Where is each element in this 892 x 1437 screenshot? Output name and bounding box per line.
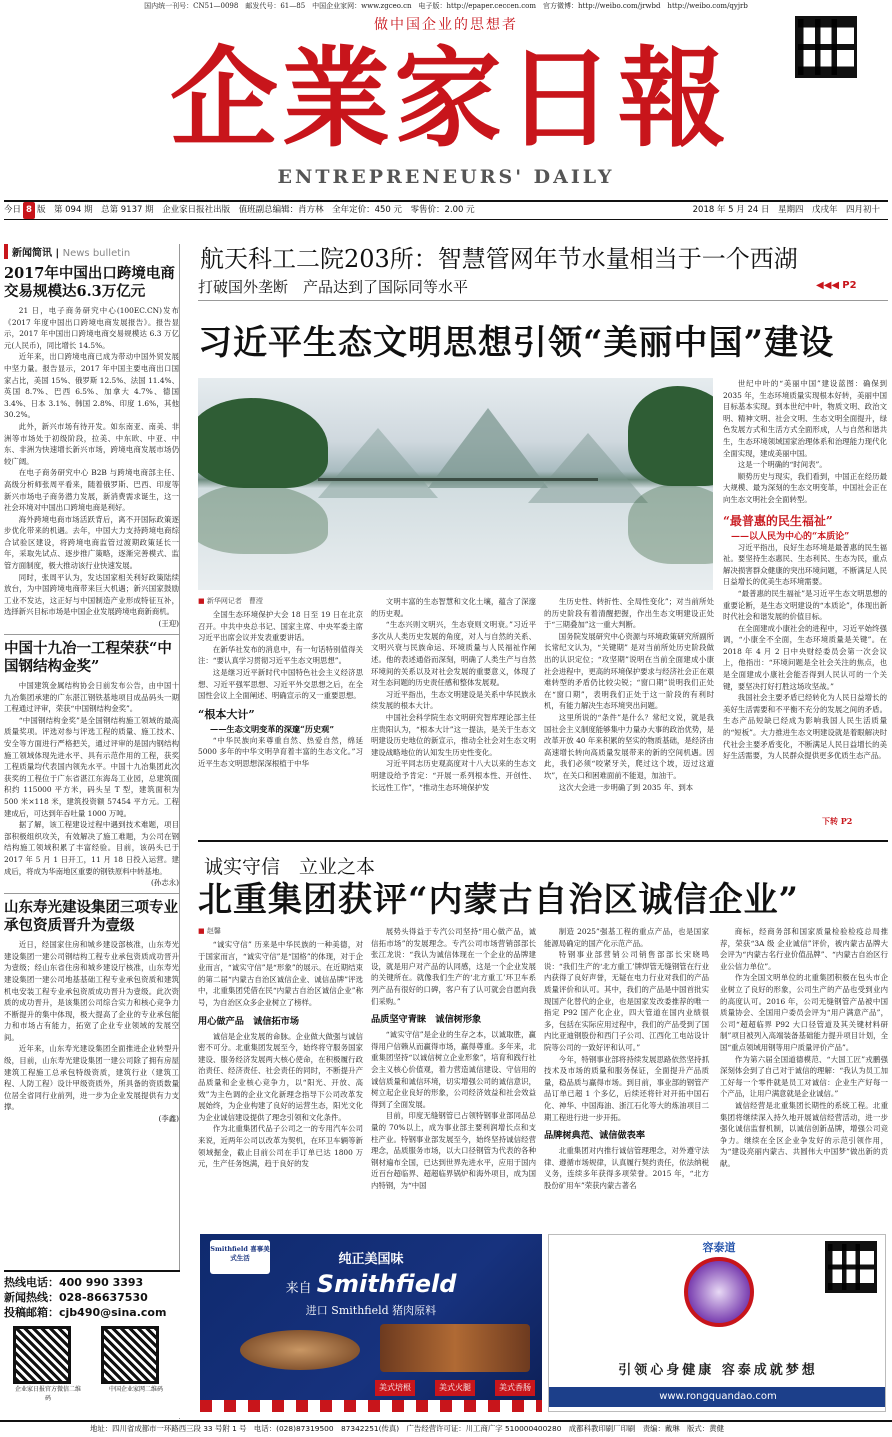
lotus-logo-icon [684, 1257, 754, 1327]
article-paragraph: 展势头得益于专汽公司坚持“用心做产品，诚信拓市场”的发展理念。专汽公司市场营销部部长张江龙说：“我认为诚信体现在一个企业的品牌建设，就是用户对产品的认同感，这是一个企业发展的关键所在。就像我们生产的‘北方重工’环卫车系列产品有很好的口碑，客户有了认可就会自愿向我们采购。” [371, 927, 536, 1006]
hotline: 热线电话：400 990 3393 [4, 1276, 144, 1289]
reflection-shape [628, 484, 713, 564]
byline-name: 赵馨 [206, 927, 221, 935]
qr-code-icon [101, 1326, 159, 1384]
bulletin-1-paragraph: 同时，张周平认为，发达国家相关利好政策陆续放台，为中国跨境电商带来巨大机遇；新兴国家鼓励工业不发达，这正好与中国制造产业形成特征互补，选择新兴目标市场是中国企业发展跨境电商新商机。 [4, 572, 179, 617]
byline [198, 926, 363, 936]
divider [4, 634, 179, 635]
tree-shape [198, 398, 328, 488]
bulletin-1-paragraph: 在电子商务研究中心 B2B 与跨境电商部主任、高级分析师张周平看来，随着俄罗斯、巴西、印度等新兴市场电子商务潜力发展，新消费需求诞生，这一社会环境对中国出口跨境电商是利好。 [4, 468, 179, 513]
issue-details: 版 第 094 期 总第 9137 期 企业家日报社出版 值班副总编辑：肖方林 全年定价：450 元 零售价：2.00 元 [36, 205, 475, 215]
page-number: 8 [23, 202, 35, 219]
tree-shape [628, 386, 713, 486]
top-info-strip: 国内统一刊号：CN51—0098 邮发代号：61—85 中国企业家网：www.zgceo.cn 电子版：http://epaper.ceccen.com 官方微博：http://weibo.com/jrwbd http://weibo.com/qyjrb [144, 2, 748, 10]
article-paragraph: “生态兴则文明兴，生态衰则文明衰。”习近平多次从人类历史发展的角度，对人与自然的关系、文明兴衰与民族命运、环境质量与人民福祉作阐述。他的表述通俗而深刻，明确了人类生产与自然环境间的关系以及对社会发展的重要意义，体现了对生态问题的历史责任感和整体发展观。 [371, 620, 536, 688]
lead-jump [816, 280, 857, 291]
news-bulletin-column [4, 244, 180, 1419]
continued-note [820, 816, 852, 827]
contact-box [4, 1270, 180, 1418]
article-paragraph: 中国社会科学院生态文明研究智库理论部主任庄贵阳认为，“根本大计”这一提法，是关于生态文明建设历史地位的新宣示，推动全社会对生态文明建设战略地位的认知发生历史性变化。 [371, 712, 536, 757]
divider [198, 840, 888, 842]
article-paragraph: 这里所说的“条件”是什么？常纪文说，就是我国社会主义制度能够集中力量办大事的政治优势，是改革开放 40 年来积累的坚实的物质基础，是经济由高速增长转向高质量发展带来的新的空间机遇。因此，我们必须“咬紧牙关，爬过这个坡，迈过这道坎”，在关口和困难面前不能退，加油干。 [544, 712, 714, 780]
product-package-image [380, 1324, 530, 1372]
article-paragraph: 在新华社发布的消息中，有一句话特别值得关注：“要认真学习贯彻习近平生态文明思想”。 [198, 644, 363, 666]
article-paragraph: 作为第六届全国道德模范、“大国工匠”戎鹏强深刻体会到了自己对于诚信的理解：“我认为员工加工好每一个零件就是员工对诚信：企业生产好每一个产品，让用户满意就是企业诚信。” [720, 1054, 888, 1099]
ad-line2 [200, 1270, 542, 1298]
article-paragraph: 习近平指出，良好生态环境是最普惠的民生福祉。要坚持生态惠民、生态利民、生态为民，重点解决损害群众健康的突出环境问题，不断满足人民日益增长的优美生态环境需要。 [723, 542, 887, 587]
flag-stripes [200, 1400, 542, 1412]
qr-codes [4, 1326, 180, 1402]
article-paragraph: 目前，印度无缝钢管已占领特钢事业部同品总量的 70%以上，成为事业部主要利润增长点和支柱产业。特钢事业部发展至今，始终坚持诚信经营理念，品质服务市场，以大口径钢管为代表的各种钢材遍布全国，已达到世界先进水平，应用于国内近百台超临界、超超临界锅炉和海外项目，成为国内特钢，为“中国 [371, 1111, 536, 1190]
ad2-slogan: 引领心身健康 容泰成就梦想 [618, 1363, 818, 1378]
byline-mark: ■ [198, 597, 205, 605]
lead-jump-page: P2 [842, 280, 857, 291]
mountain-shape [318, 428, 438, 498]
ad-line3: 进口 Smithfield 猪肉原料 [305, 1304, 437, 1317]
qr-label: 中国企业家网二维码 [108, 1386, 163, 1393]
main-article-columns [198, 596, 718, 831]
byline-name: 曹滢 [248, 597, 263, 605]
issue-date: 2018 年 5 月 24 日 星期四 戊戌年 四月初十 [692, 205, 880, 215]
ad-tag: 美式火腿 [435, 1380, 475, 1396]
article-paragraph: 国务院发展研究中心资源与环境政策研究所副所长常纪文认为，“关键期” 是对当前所处历史阶段做出的认识定位；“攻坚期”说明在当前全面建成小康社会进程中，更高的环境保护要求与经济社会正在艰难转型的矛盾仍比较尖锐；“窗口期”说明我们正处在“窗口期”，表明我们正处于这一阶段的有利时机，有能力解决生态环境突出问题。 [544, 631, 714, 711]
ad2-url[interactable]: www.rongquandao.com [549, 1387, 886, 1407]
section-label-en: News bulletin [62, 248, 131, 259]
article-paragraph: 北重集团对内推行诚信管理理念，对外遵守法律、遵循市场规律，认真履行契约责任，依法纳税义务，连续多年获得多项荣誉。2015 年，“北方股份矿用车”荣获内蒙古著名 [544, 1146, 709, 1190]
article-paragraph: 这是一个明确的“时间表”。 [737, 460, 827, 470]
article-paragraph: 习近平指出，生态文明建设是关系中华民族永续发展的根本大计。 [371, 689, 536, 711]
article-paragraph: 生历史性、转折性、全局性变化”；对当前所处的历史阶段有着清醒把握，作出生态文明建设正处于“三期叠加”这一重大判断。 [544, 597, 714, 630]
article-paragraph: “诚实守信”是企业的生存之本，以诚取胜，赢得用户信赖从而赢得市场，赢得尊重。多年来，北重集团坚持“以诚信树立企业形象”，培育和践行社会主义核心价值观，着力营造诚信建设、守信用的诚信质量和诚信环境，切实增强公司的诚信意识，树立起企业良好的形象，公司经济效益和社会效益得到了全面发展。 [371, 1030, 536, 1109]
divider [198, 300, 888, 301]
article-paragraph: 这次大会进一步明确了到 2035 年、到本 [558, 782, 694, 792]
article-paragraph: 文明丰富的生态智慧和文化土壤，蕴含了深邃的历史观。 [371, 597, 536, 618]
article-paragraph: 制造 2025”强基工程的重点产品，也是国家能源局确定的国产化示范产品。 [544, 927, 709, 948]
article-paragraph: 顺势历史与现实，我们看到，中国正在经历最大规模、最为深刻的生态文明变革，中国社会正在向生态文明社会全面转型。 [723, 471, 887, 504]
article-paragraph: 我国社会主要矛盾已经转化为人民日益增长的美好生活需要和不平衡不充分的发展之间的矛盾。生态产品短缺已经成为影响我国人民生活质量的“短板”。大力推进生态文明建设就是着眼解决时代社会主要矛盾变化，不断满足人民日益增长的美好生活需要，为人民群众提供更多优质生态产品。 [723, 693, 887, 761]
article-column [720, 926, 888, 1226]
qr-label: 企业家日报官方微信二维码 [14, 1386, 81, 1402]
qr-code-icon [13, 1326, 71, 1384]
article-subheading-line: ——生态文明变革的深邃“历史观” [210, 723, 335, 734]
bulletin-1-source: (王迎) [158, 619, 179, 629]
bulletin-2-paragraph: “中国钢结构金奖”是全国钢结构施工领域的最高质量奖项。评选对参与评选工程的质量、施工技术、安全等方面进行严格把关，通过评审的是国内钢结构施工领域体现先进水平、具有示范作用的工程，获奖工程质量均代表国内领先水平。中国十九冶集团此次获奖的工程位于广东省湛江东海岛工业园，总建筑面积约 115000 平方米，码头呈 T 型，建筑面积为 500 米×118 米，建筑投资额 57454 平方元。工程建成后，可达到年吞吐量 1000 万吨。 [4, 715, 179, 818]
bulletin-1-paragraph: 海外跨境电商市场活跃背后，离不开国际政策逐步优化带来的机遇。去年，中国大力支持跨境电商综合试验区建设，将跨境电商监管过渡期政策延长一年，采取先试点、逐步推广策略，逐渐完善模式、监管方面制度，极大推动该行业快速发展。 [4, 514, 179, 571]
article-paragraph: 世纪中叶的“美丽中国”建设蓝图：确保到 2035 年，生态环境质量实现根本好转，美丽中国目标基本实现。到本世纪中叶，物质文明、政治文明、精神文明、社会文明、生态文明全面提升，绿色发展方式和生活方式全面形成，人与自然和谐共生，生态环境领域国家治理体系和治理能力现代化全面实现，建成美丽中国。 [723, 379, 887, 458]
article-subheading: “最普惠的民生福祉” [723, 513, 833, 528]
bulletin-1-title: 2017年中国出口跨境电商交易规模达6.3万亿元 [4, 265, 175, 300]
divider [4, 893, 179, 894]
article-column [371, 926, 536, 1226]
ad-tag: 美式培根 [375, 1380, 415, 1396]
smithfield-ad[interactable] [200, 1234, 542, 1412]
lead-subheadline: 打破国外垄断 产品达到了国际同等水平 [198, 278, 469, 296]
article-subheading: 用心做产品 诚信拓市场 [198, 1015, 300, 1027]
article-paragraph: 商标，经商务部和国家质量检验检疫总局推荐，荣获“3A 级 企业诚信”评价，被内蒙古品牌大会评为“内蒙古名行业价值品牌”、“内蒙古自治区行业公信力单位”。 [720, 927, 888, 971]
bulletin-2-paragraph: 中国建筑金属结构协会日前发布公告，由中国十九冶集团承建的广东湛江钢铁基地项目成品码头一期工程通过评审，荣获“中国钢结构金奖”。 [4, 681, 179, 714]
second-kicker: 诚实守信 立业之本 [204, 856, 376, 878]
bulletin-2-source: (孙志永) [151, 878, 179, 888]
continued-label: 下转 P2 [822, 816, 853, 826]
news-phone: 新闻热线：028-86637530 [4, 1291, 148, 1304]
rongtaidao-ad[interactable] [548, 1234, 886, 1412]
article-subheading-line: ——以人民为中心的“本质论” [731, 531, 850, 542]
lead-headline: 航天科工二院203所：智慧管网年节水量相当于一个西湖 [200, 245, 798, 273]
bulletin-3-source: (李鑫) [158, 1114, 179, 1124]
article-paragraph: 诚信经营是北重集团长期性的系统工程。北重集团将继续深入持久地开展诚信经营活动，进一步强化诚信监督机制，以诚信创新品牌，增强公司竞争力。继续在全区企业争发好的示范引领作用，为“建设亮丽内蒙古、共圆伟大中国梦”做出新的贡献。 [720, 1100, 888, 1168]
article-paragraph: “诚实守信” 历来是中华民族的一种美德，对于国家而言，“诚实守信”是“国格”的体现，对于企业而言，“诚实守信”是“形象”的展示。在近期结束的第二届“内蒙古自治区诚信企业、诚信品牌”评选中，北重集团凭借在民“内蒙古自治区诚信企业”称号，为自治区众多企业树立了榜样。 [198, 940, 363, 1007]
article-column [371, 596, 536, 831]
bulletin-3-paragraph: 近日，经国家住房和城乡建设部核准，山东寿光建设集团一建公司钢结构工程专业承包资质成功晋升为壹级；经山东省住房和城乡建设厅核准，山东寿光建设集团一建公司地基基础工程专业承包资质和建筑机电安装工程专业承包资质成功晋升为壹级。此次资质的成功晋升，是该集团公司综合实力和核心竞争力不断提升的集中体现，极大提高了企业的专业承包能力和市场占有能力，拓宽了企业专业领域的发展空间。 [4, 940, 179, 1042]
article-paragraph: 在全面建成小康社会的进程中，习近平始终强调，“小康全不全面，生态环境质量是关键”。在 2018 年 4 月 2 日中央财经委员会第一次会议上，他指出：“环境问题是全社会关注的焦点，也是全面建成小康社会能否得到人民认可的一个关键，要坚决打好打胜这场攻坚战。” [723, 623, 887, 691]
reflection-shape [198, 484, 328, 554]
article-column [198, 596, 363, 831]
masthead-english: ENTREPRENEURS' DAILY [277, 166, 615, 188]
article-subheading: “根本大计” [198, 707, 255, 721]
ad-line1: 纯正美国味 [338, 1252, 404, 1267]
ad-badge: Smithfield 喜事美式生活 [210, 1240, 270, 1274]
bridge-shape [318, 478, 598, 481]
byline-tag: 新华网记者 [206, 597, 242, 605]
second-headline: 北重集团获评“内蒙古自治区诚信企业” [198, 880, 800, 920]
ad-brand: Smithfield [316, 1270, 457, 1298]
today-label: 今日 [4, 205, 22, 215]
article-paragraph: 全国生态环境保护大会 18 日至 19 日在北京召开。中共中央总书记、国家主席、中央军委主席习近平出席会议并发表重要讲话。 [198, 610, 363, 643]
article-paragraph: “最普惠的民生福祉”是习近平生态文明思想的重要论断，是生态文明建设的“本质论”，体现出新时代社会和谐发展的价值目标。 [723, 588, 887, 622]
byline [198, 596, 363, 606]
issue-info-bar [4, 200, 888, 220]
article-paragraph: “中华民族向来尊重自然、热爱自然，绵延 5000 多年的中华文明孕育着丰富的生态文化。”习近平生态文明思想深深根植于中华 [198, 735, 363, 768]
ad2-brand: 容泰道 [702, 1241, 736, 1254]
footer-bar: 地址：四川省成都市一环路西三段 33 号附 1 号 电话：(028)87319500 87342251(传真) 广告经营许可证：川工商广字 510000400280 成都科教印刷厂印刷 责编：戴琳 版式：黄健 [0, 1420, 892, 1437]
article-subheading: 品牌树典范、诚信做表率 [544, 1130, 646, 1142]
section-label-cn: 新闻简讯 [12, 248, 52, 259]
article-paragraph: 今年，特钢事业部将持续发展思路依然坚持抓技术及市场的质量和服务保证，全面提升产品质量，稳品质与赢得市场。到目前，事业部的钢管产品订单已超 1 个多亿，后续还将针对开拓中国石化、神华、中国海油、浙江石化等大的炼油项目二期工程进行进一步开拓。 [544, 1054, 709, 1122]
bulletin-1-paragraph: 21 日，电子商务研究中心(100EC.CN)发布《2017 年度中国出口跨境电商发展报告》。报告显示，2017 年中国出口跨境电商交易规模达 6.3 万亿元(人民币)，同比增长 14.5%。 [4, 306, 179, 350]
byline-mark: ■ [198, 927, 205, 935]
article-paragraph: 特钢事业部营销公司销售部部长宋晓鸣说：“我们生产的‘北方重工’牌焊管无缝钢管在行业内获得了良好声誉，无疑在电力行业对我们的产品质量评价和认可。其中，我们的产品是中国首批实现国产化替代的企业，也是国家发改委推荐的唯一指定 P92 国产化企业，四大管道在国内业绩很多，包括在实际应用过程中，我们的产品受到了国内比亚迪钢股份和西门子公司、江西化工电站设计院等公司的一致好评和认可。” [544, 950, 709, 1052]
article-column [544, 596, 714, 831]
article-paragraph: 诚信是企业发展的命脉。企业做大做强与诚信密不可分。北重集团发展至今，始终将守服务国家建设、服务经济发展两大核心使命，在积极履行政治责任、经济责任、社会责任的同时，不断提升产品质量和企业核心竞争力，以“阳光、开放、高效”为主色调的企业文化新理念指导下公司改革发展始终，为企业构建了良好的运营生态，阳光文化为企业诚信建设提供了理念引领和文化条件。 [198, 1031, 363, 1122]
qr-block [101, 1326, 171, 1402]
article-column [544, 926, 709, 1226]
qr-code-icon [795, 16, 857, 78]
bulletin-2-title: 中国十九冶一工程荣获“中国钢结构金奖” [4, 640, 172, 676]
article-paragraph: 作为北重集团代品子公司之一的专用汽车公司来说，近两年公司以改革为契机，在环卫车辆等新领域掘金，截止目前公司在手订单已达 1800 万元，生产任务饱满，趋于良好的发 [198, 1124, 363, 1169]
article-paragraph: 习近平同志历史观高度对十八大以来的生态文明建设给予肯定：“开展一系列根本性、开创性、长远性工作”，“推动生态环境保护发 [371, 759, 536, 792]
bulletin-3-paragraph: 近年来，山东寿光建设集团全面推进企业转型升级，目前，山东寿光建设集团一建公司除了拥有房屋建筑工程施工总承包特级资质，建筑行业（建筑工程、人防工程）设计甲级资质外，所具备的资质数量位居全省同行业前列，进一步为企业发展提供有力支撑。 [4, 1044, 179, 1112]
second-article-columns [198, 926, 888, 1226]
ad-tag: 美式香肠 [495, 1380, 535, 1396]
food-plate-image [240, 1330, 360, 1370]
main-headline: 习近平生态文明思想引领“美丽中国”建设 [198, 323, 835, 363]
bulletin-1-paragraph: 近年来，出口跨境电商已成为带动中国外贸发展中坚力量。报告显示，2017 年中国主要电商出口国家占比，美国 15%、俄罗斯 12.5%、法国 11.4%、英国 8.7%、巴西 6.5%、加拿大 4.7%、德国 3.4%、日本 3.1%、韩国 2.8%、印度 1.6%，其他 30.2%。 [4, 352, 179, 420]
qr-code-icon [825, 1241, 877, 1293]
article-subheading: 品质坚守青睐 诚信树形象 [371, 1014, 482, 1026]
article-paragraph: 作为全国文明单位的北重集团积极在包头市企业树立了良好的形象，公司生产的产品也受到业内的高度认可。2016 年，公司无缝钢管产品被中国质量协会、全国用户委员会评为“用户满意产品”，公司“超超临界 P92 大口径管道及其关键材料研制”项目被列入高端装备基础能力提升项目计划，全国“重点领域用钢等用户质量评价产品”。 [720, 973, 888, 1052]
article-paragraph: 这是继习近平新时代中国特色社会主义经济思想、习近平强军思想、习近平外交思想之后，在全国性会议上全面阐述、明确宣示的又一重要思想。 [198, 667, 363, 701]
bulletin-2-paragraph: 据了解，该工程建设过程中遇到技术难题，项目部积极组织攻关，有效解决了施工难题，为公司在钢结构施工领域积累了丰富经验。目前，该码头已于 2017 年 5 月 1 日开工，11 月 18 日投入运营。建成后，将成为华南地区重要的钢铁原料中转基地。 [4, 820, 179, 876]
submission-email: 投稿邮箱：cjb490@sina.com [4, 1306, 167, 1319]
masthead-logo: 企業家日報 [169, 36, 730, 162]
arrow-icon: ◀◀◀ [816, 280, 840, 291]
slogan: 做中国企业的思想者 [374, 17, 518, 33]
ad-tags [375, 1380, 535, 1396]
bulletin-1-paragraph: 此外，新兴市场有待开发。如东南亚、南美、非洲等市场处于初级阶段，拉美、中东欧、中亚、中东、非洲为快速增长新兴市场，跨境电商发展市场仍较广阔。 [4, 421, 179, 466]
landscape-photo [198, 378, 713, 590]
section-label: 新闻简讯 | News bulletin [4, 244, 179, 259]
main-article-right-column [723, 378, 887, 833]
qr-block [13, 1326, 83, 1402]
bulletin-3-title: 山东寿光建设集团三项专业承包资质晋升为壹级 [4, 899, 178, 935]
article-column [198, 926, 363, 1226]
ad-line2-prefix: 来自 [285, 1281, 312, 1296]
